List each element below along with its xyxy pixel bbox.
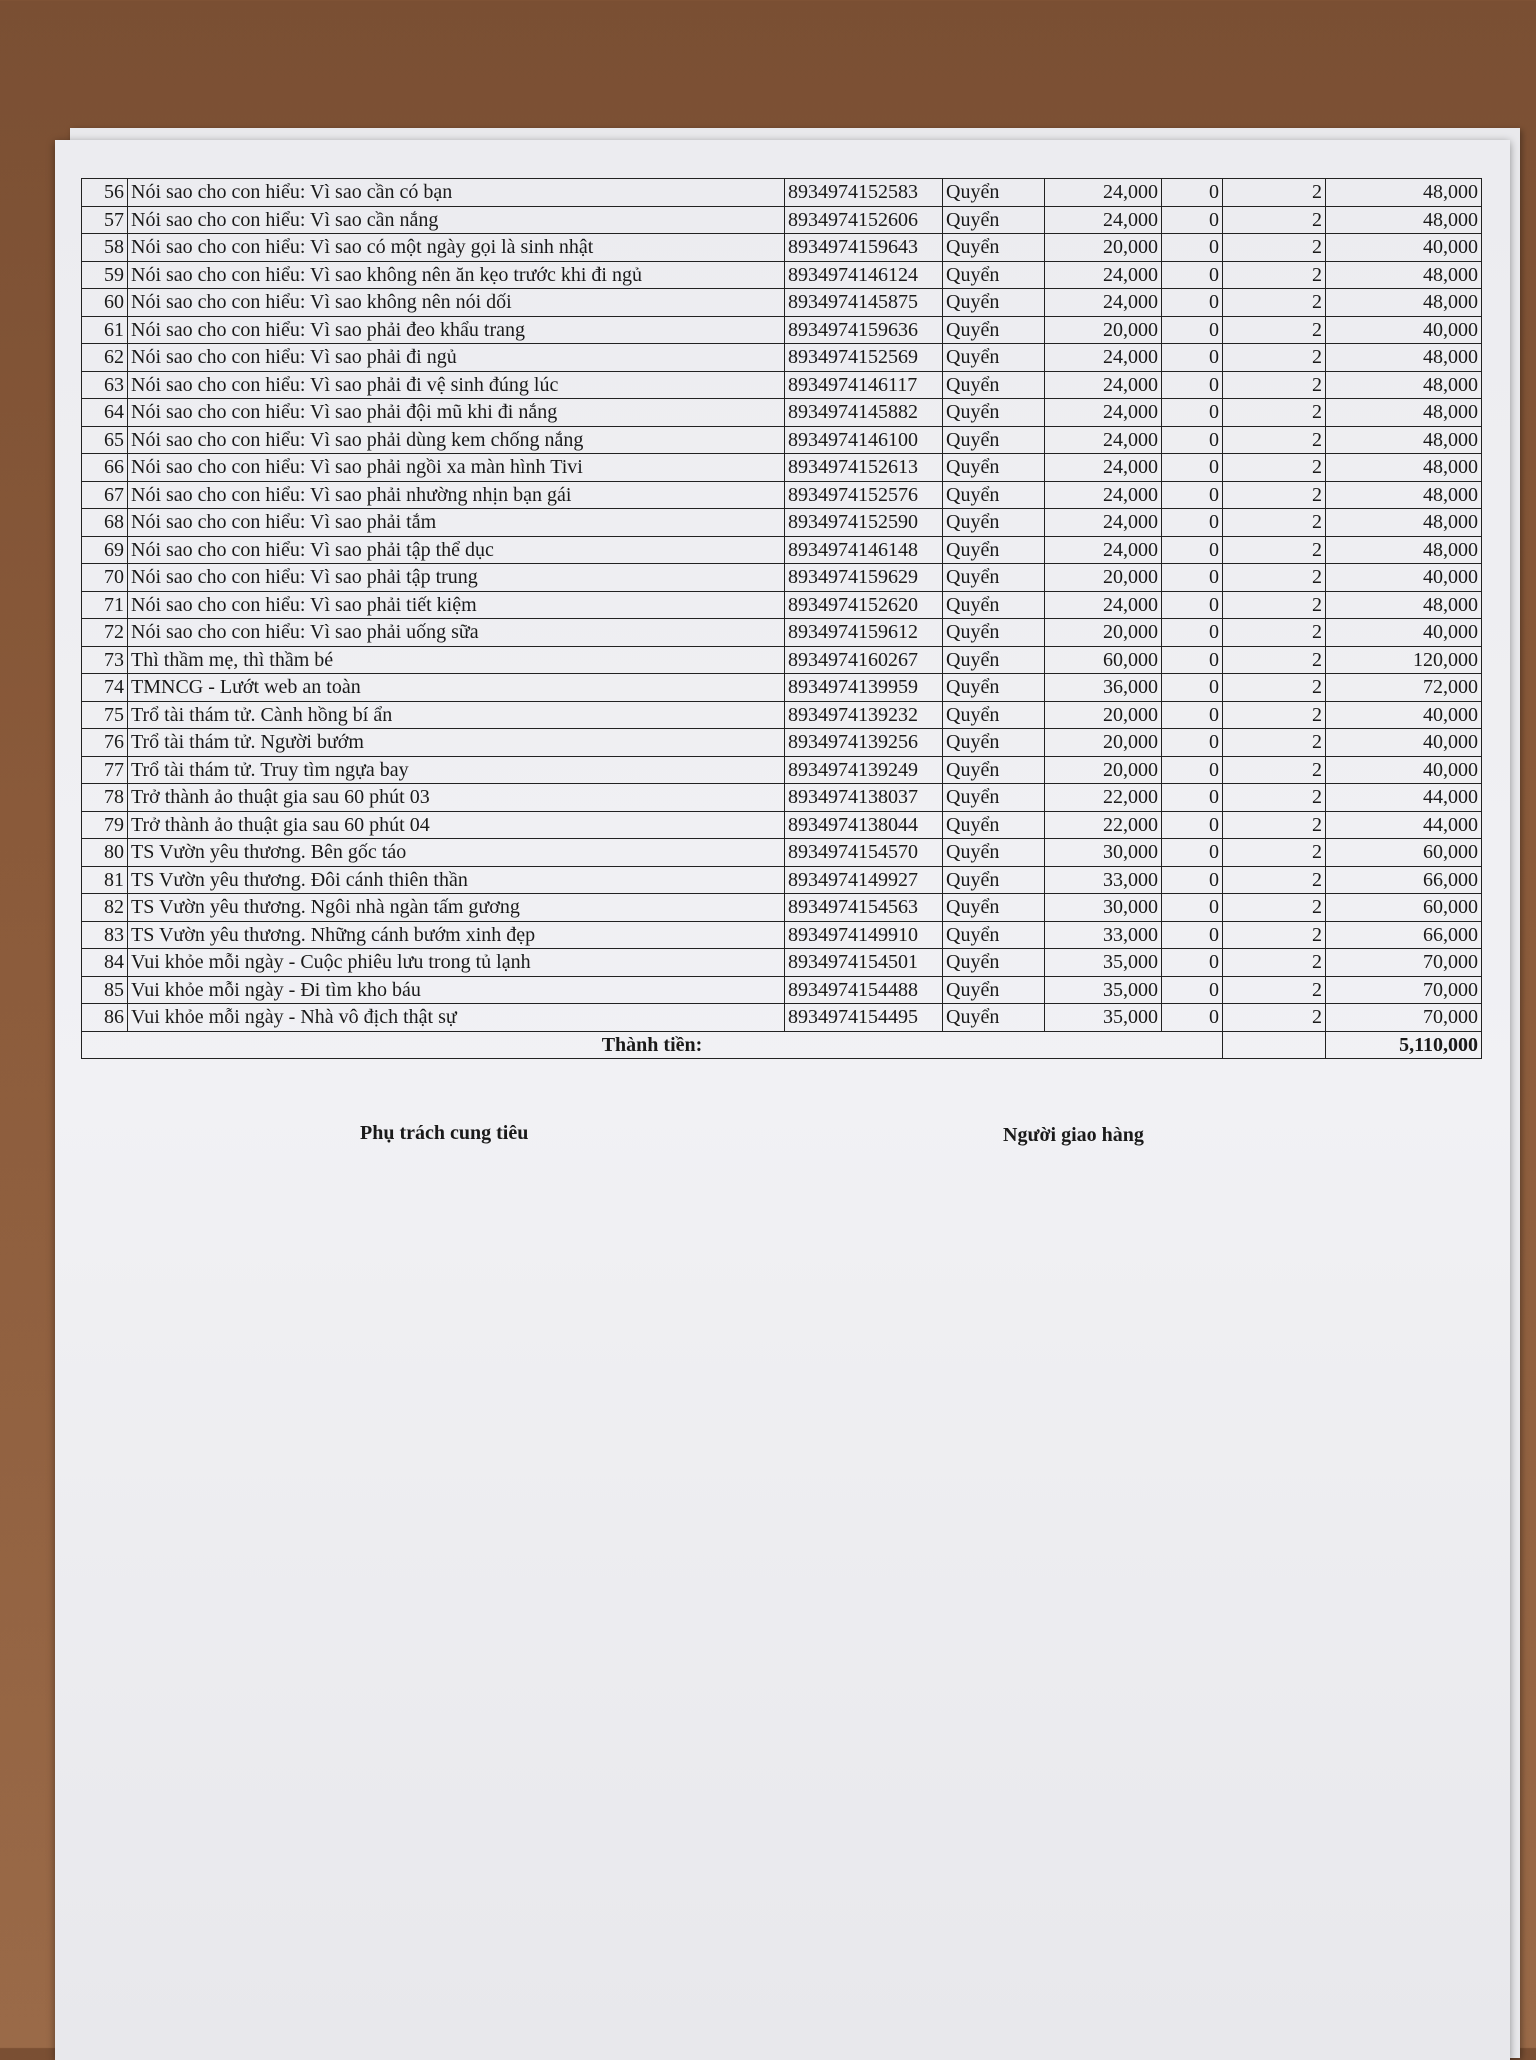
item-unit: Quyển xyxy=(943,399,1045,427)
table-row xyxy=(82,509,1482,537)
item-quantity-2: 2 xyxy=(1223,619,1326,647)
item-quantity-2: 2 xyxy=(1223,481,1326,509)
item-quantity-2: 2 xyxy=(1223,564,1326,592)
item-unit: Quyển xyxy=(943,289,1045,317)
item-name: Nói sao cho con hiểu: Vì sao cần có bạn xyxy=(128,179,785,207)
table-row xyxy=(82,756,1482,784)
item-unit-price: 60,000 xyxy=(1045,646,1162,674)
item-quantity-2: 2 xyxy=(1223,646,1326,674)
table-row xyxy=(82,784,1482,812)
row-number: 69 xyxy=(82,536,128,564)
item-unit: Quyển xyxy=(943,234,1045,262)
item-unit: Quyển xyxy=(943,811,1045,839)
row-number: 72 xyxy=(82,619,128,647)
item-quantity-2: 2 xyxy=(1223,399,1326,427)
item-unit: Quyển xyxy=(943,674,1045,702)
row-number: 67 xyxy=(82,481,128,509)
item-quantity-1: 0 xyxy=(1162,206,1223,234)
item-amount: 48,000 xyxy=(1326,481,1482,509)
row-number: 71 xyxy=(82,591,128,619)
item-barcode: 8934974159636 xyxy=(785,316,943,344)
table-row xyxy=(82,536,1482,564)
row-number: 84 xyxy=(82,949,128,977)
table-row xyxy=(82,921,1482,949)
row-number: 79 xyxy=(82,811,128,839)
item-unit-price: 24,000 xyxy=(1045,536,1162,564)
items-table xyxy=(81,178,1482,1059)
item-quantity-1: 0 xyxy=(1162,399,1223,427)
table-row xyxy=(82,481,1482,509)
item-amount: 44,000 xyxy=(1326,811,1482,839)
item-unit: Quyển xyxy=(943,454,1045,482)
item-name: Nói sao cho con hiểu: Vì sao có một ngày gọi là sinh nhật xyxy=(128,234,785,262)
item-unit: Quyển xyxy=(943,591,1045,619)
row-number: 56 xyxy=(82,179,128,207)
table-row xyxy=(82,866,1482,894)
item-quantity-1: 0 xyxy=(1162,674,1223,702)
item-amount: 40,000 xyxy=(1326,729,1482,757)
item-unit: Quyển xyxy=(943,756,1045,784)
item-unit-price: 20,000 xyxy=(1045,729,1162,757)
item-barcode: 8934974139256 xyxy=(785,729,943,757)
item-quantity-1: 0 xyxy=(1162,564,1223,592)
item-name: Nói sao cho con hiểu: Vì sao phải tập thể dục xyxy=(128,536,785,564)
total-empty-cell xyxy=(1223,1031,1326,1058)
item-barcode: 8934974154570 xyxy=(785,839,943,867)
item-name: Vui khỏe mỗi ngày - Nhà vô địch thật sự xyxy=(128,1004,785,1032)
item-name: TS Vườn yêu thương. Bên gốc táo xyxy=(128,839,785,867)
row-number: 74 xyxy=(82,674,128,702)
item-quantity-2: 2 xyxy=(1223,289,1326,317)
item-quantity-2: 2 xyxy=(1223,509,1326,537)
item-unit: Quyển xyxy=(943,371,1045,399)
item-unit: Quyển xyxy=(943,949,1045,977)
item-amount: 72,000 xyxy=(1326,674,1482,702)
table-row xyxy=(82,701,1482,729)
item-unit-price: 24,000 xyxy=(1045,591,1162,619)
item-quantity-2: 2 xyxy=(1223,839,1326,867)
item-quantity-2: 2 xyxy=(1223,179,1326,207)
item-quantity-1: 0 xyxy=(1162,179,1223,207)
item-quantity-1: 0 xyxy=(1162,261,1223,289)
item-amount: 48,000 xyxy=(1326,206,1482,234)
item-unit-price: 20,000 xyxy=(1045,564,1162,592)
item-name: Nói sao cho con hiểu: Vì sao phải đi ngủ xyxy=(128,344,785,372)
item-unit: Quyển xyxy=(943,921,1045,949)
item-quantity-1: 0 xyxy=(1162,784,1223,812)
item-name: Nói sao cho con hiểu: Vì sao phải tắm xyxy=(128,509,785,537)
item-name: Vui khỏe mỗi ngày - Cuộc phiêu lưu trong tủ lạnh xyxy=(128,949,785,977)
item-amount: 40,000 xyxy=(1326,564,1482,592)
row-number: 59 xyxy=(82,261,128,289)
item-barcode: 8934974138037 xyxy=(785,784,943,812)
item-barcode: 8934974149927 xyxy=(785,866,943,894)
item-unit: Quyển xyxy=(943,564,1045,592)
item-unit: Quyển xyxy=(943,536,1045,564)
item-amount: 60,000 xyxy=(1326,894,1482,922)
item-quantity-2: 2 xyxy=(1223,729,1326,757)
item-name: TMNCG - Lướt web an toàn xyxy=(128,674,785,702)
row-number: 85 xyxy=(82,976,128,1004)
item-amount: 48,000 xyxy=(1326,536,1482,564)
item-quantity-1: 0 xyxy=(1162,536,1223,564)
item-unit: Quyển xyxy=(943,481,1045,509)
item-name: Trổ tài thám tử. Cành hồng bí ẩn xyxy=(128,701,785,729)
item-amount: 66,000 xyxy=(1326,921,1482,949)
total-row xyxy=(82,1031,1482,1058)
item-barcode: 8934974145882 xyxy=(785,399,943,427)
item-amount: 70,000 xyxy=(1326,976,1482,1004)
item-quantity-1: 0 xyxy=(1162,756,1223,784)
item-amount: 48,000 xyxy=(1326,371,1482,399)
item-name: Nói sao cho con hiểu: Vì sao phải đội mũ khi đi nắng xyxy=(128,399,785,427)
item-quantity-1: 0 xyxy=(1162,839,1223,867)
item-unit: Quyển xyxy=(943,619,1045,647)
item-barcode: 8934974154501 xyxy=(785,949,943,977)
item-quantity-1: 0 xyxy=(1162,866,1223,894)
item-quantity-2: 2 xyxy=(1223,701,1326,729)
item-barcode: 8934974146100 xyxy=(785,426,943,454)
table-row xyxy=(82,811,1482,839)
items-table-body xyxy=(82,179,1482,1032)
item-unit: Quyển xyxy=(943,426,1045,454)
item-name: Nói sao cho con hiểu: Vì sao phải tiết kiệm xyxy=(128,591,785,619)
item-unit-price: 24,000 xyxy=(1045,344,1162,372)
row-number: 58 xyxy=(82,234,128,262)
item-amount: 48,000 xyxy=(1326,426,1482,454)
table-row xyxy=(82,564,1482,592)
item-quantity-1: 0 xyxy=(1162,344,1223,372)
item-amount: 48,000 xyxy=(1326,289,1482,317)
row-number: 80 xyxy=(82,839,128,867)
item-amount: 40,000 xyxy=(1326,701,1482,729)
item-quantity-2: 2 xyxy=(1223,1004,1326,1032)
item-unit: Quyển xyxy=(943,1004,1045,1032)
item-quantity-1: 0 xyxy=(1162,811,1223,839)
item-name: Nói sao cho con hiểu: Vì sao cần nắng xyxy=(128,206,785,234)
item-unit-price: 24,000 xyxy=(1045,289,1162,317)
table-row xyxy=(82,344,1482,372)
row-number: 83 xyxy=(82,921,128,949)
item-unit-price: 24,000 xyxy=(1045,509,1162,537)
table-row xyxy=(82,839,1482,867)
table-row xyxy=(82,949,1482,977)
item-quantity-1: 0 xyxy=(1162,454,1223,482)
item-amount: 48,000 xyxy=(1326,454,1482,482)
item-amount: 60,000 xyxy=(1326,839,1482,867)
signature-label-delivery-person: Người giao hàng xyxy=(1003,1124,1144,1146)
item-quantity-1: 0 xyxy=(1162,729,1223,757)
table-row xyxy=(82,674,1482,702)
row-number: 70 xyxy=(82,564,128,592)
item-quantity-1: 0 xyxy=(1162,921,1223,949)
table-row xyxy=(82,591,1482,619)
item-unit: Quyển xyxy=(943,316,1045,344)
item-name: Nói sao cho con hiểu: Vì sao phải tập trung xyxy=(128,564,785,592)
item-quantity-2: 2 xyxy=(1223,426,1326,454)
item-unit-price: 30,000 xyxy=(1045,839,1162,867)
item-quantity-2: 2 xyxy=(1223,234,1326,262)
item-barcode: 8934974152613 xyxy=(785,454,943,482)
item-name: Trở thành ảo thuật gia sau 60 phút 04 xyxy=(128,811,785,839)
row-number: 82 xyxy=(82,894,128,922)
table-row xyxy=(82,179,1482,207)
row-number: 57 xyxy=(82,206,128,234)
item-quantity-1: 0 xyxy=(1162,509,1223,537)
item-unit: Quyển xyxy=(943,976,1045,1004)
item-amount: 66,000 xyxy=(1326,866,1482,894)
row-number: 60 xyxy=(82,289,128,317)
item-amount: 48,000 xyxy=(1326,591,1482,619)
row-number: 77 xyxy=(82,756,128,784)
item-quantity-2: 2 xyxy=(1223,921,1326,949)
total-amount: 5,110,000 xyxy=(1326,1031,1482,1058)
item-amount: 120,000 xyxy=(1326,646,1482,674)
item-unit-price: 22,000 xyxy=(1045,784,1162,812)
item-unit-price: 33,000 xyxy=(1045,866,1162,894)
item-barcode: 8934974149910 xyxy=(785,921,943,949)
item-unit-price: 36,000 xyxy=(1045,674,1162,702)
item-unit: Quyển xyxy=(943,894,1045,922)
item-unit-price: 33,000 xyxy=(1045,921,1162,949)
item-unit: Quyển xyxy=(943,729,1045,757)
table-row xyxy=(82,261,1482,289)
row-number: 64 xyxy=(82,399,128,427)
item-quantity-1: 0 xyxy=(1162,316,1223,344)
item-unit-price: 35,000 xyxy=(1045,949,1162,977)
table-row xyxy=(82,399,1482,427)
row-number: 63 xyxy=(82,371,128,399)
item-name: TS Vườn yêu thương. Đôi cánh thiên thần xyxy=(128,866,785,894)
item-amount: 48,000 xyxy=(1326,399,1482,427)
item-name: Nói sao cho con hiểu: Vì sao phải dùng kem chống nắng xyxy=(128,426,785,454)
item-quantity-1: 0 xyxy=(1162,481,1223,509)
item-quantity-1: 0 xyxy=(1162,646,1223,674)
item-quantity-2: 2 xyxy=(1223,591,1326,619)
item-quantity-1: 0 xyxy=(1162,591,1223,619)
item-unit-price: 30,000 xyxy=(1045,894,1162,922)
item-barcode: 8934974152576 xyxy=(785,481,943,509)
document-page xyxy=(55,140,1510,2060)
item-quantity-1: 0 xyxy=(1162,619,1223,647)
item-unit: Quyển xyxy=(943,784,1045,812)
item-unit-price: 24,000 xyxy=(1045,399,1162,427)
item-unit: Quyển xyxy=(943,646,1045,674)
table-row xyxy=(82,976,1482,1004)
item-name: Nói sao cho con hiểu: Vì sao không nên ăn kẹo trước khi đi ngủ xyxy=(128,261,785,289)
item-quantity-2: 2 xyxy=(1223,976,1326,1004)
item-quantity-2: 2 xyxy=(1223,811,1326,839)
item-name: Nói sao cho con hiểu: Vì sao không nên nói dối xyxy=(128,289,785,317)
item-quantity-2: 2 xyxy=(1223,949,1326,977)
item-quantity-1: 0 xyxy=(1162,289,1223,317)
item-unit: Quyển xyxy=(943,206,1045,234)
item-unit: Quyển xyxy=(943,509,1045,537)
row-number: 86 xyxy=(82,1004,128,1032)
item-name: TS Vườn yêu thương. Ngôi nhà ngàn tấm gương xyxy=(128,894,785,922)
table-row xyxy=(82,729,1482,757)
item-quantity-2: 2 xyxy=(1223,756,1326,784)
item-unit-price: 24,000 xyxy=(1045,206,1162,234)
item-quantity-2: 2 xyxy=(1223,206,1326,234)
item-unit-price: 24,000 xyxy=(1045,454,1162,482)
item-unit: Quyển xyxy=(943,179,1045,207)
item-unit-price: 24,000 xyxy=(1045,426,1162,454)
row-number: 73 xyxy=(82,646,128,674)
item-unit-price: 20,000 xyxy=(1045,701,1162,729)
table-row xyxy=(82,619,1482,647)
item-amount: 48,000 xyxy=(1326,344,1482,372)
item-amount: 48,000 xyxy=(1326,179,1482,207)
item-quantity-2: 2 xyxy=(1223,784,1326,812)
item-unit-price: 20,000 xyxy=(1045,234,1162,262)
item-quantity-1: 0 xyxy=(1162,426,1223,454)
item-amount: 40,000 xyxy=(1326,234,1482,262)
item-name: Nói sao cho con hiểu: Vì sao phải uống sữa xyxy=(128,619,785,647)
row-number: 78 xyxy=(82,784,128,812)
item-unit: Quyển xyxy=(943,839,1045,867)
item-barcode: 8934974159612 xyxy=(785,619,943,647)
item-amount: 40,000 xyxy=(1326,619,1482,647)
table-row xyxy=(82,316,1482,344)
item-barcode: 8934974146148 xyxy=(785,536,943,564)
item-quantity-1: 0 xyxy=(1162,1004,1223,1032)
item-amount: 40,000 xyxy=(1326,756,1482,784)
item-amount: 70,000 xyxy=(1326,949,1482,977)
table-row xyxy=(82,894,1482,922)
item-barcode: 8934974138044 xyxy=(785,811,943,839)
item-quantity-2: 2 xyxy=(1223,894,1326,922)
item-name: Thì thầm mẹ, thì thầm bé xyxy=(128,646,785,674)
item-quantity-2: 2 xyxy=(1223,344,1326,372)
item-name: Trở thành ảo thuật gia sau 60 phút 03 xyxy=(128,784,785,812)
item-unit-price: 35,000 xyxy=(1045,976,1162,1004)
item-barcode: 8934974160267 xyxy=(785,646,943,674)
item-name: Trổ tài thám tử. Truy tìm ngựa bay xyxy=(128,756,785,784)
item-barcode: 8934974146117 xyxy=(785,371,943,399)
row-number: 66 xyxy=(82,454,128,482)
item-quantity-1: 0 xyxy=(1162,949,1223,977)
item-amount: 44,000 xyxy=(1326,784,1482,812)
item-amount: 48,000 xyxy=(1326,261,1482,289)
item-unit-price: 20,000 xyxy=(1045,756,1162,784)
item-name: Nói sao cho con hiểu: Vì sao phải ngồi xa màn hình Tivi xyxy=(128,454,785,482)
item-quantity-2: 2 xyxy=(1223,371,1326,399)
item-quantity-2: 2 xyxy=(1223,674,1326,702)
item-barcode: 8934974159643 xyxy=(785,234,943,262)
item-barcode: 8934974154563 xyxy=(785,894,943,922)
item-barcode: 8934974154488 xyxy=(785,976,943,1004)
item-name: Nói sao cho con hiểu: Vì sao phải nhường nhịn bạn gái xyxy=(128,481,785,509)
item-quantity-1: 0 xyxy=(1162,976,1223,1004)
item-quantity-1: 0 xyxy=(1162,701,1223,729)
item-amount: 70,000 xyxy=(1326,1004,1482,1032)
item-quantity-1: 0 xyxy=(1162,234,1223,262)
item-amount: 40,000 xyxy=(1326,316,1482,344)
table-row xyxy=(82,289,1482,317)
item-quantity-2: 2 xyxy=(1223,261,1326,289)
row-number: 76 xyxy=(82,729,128,757)
row-number: 75 xyxy=(82,701,128,729)
table-row xyxy=(82,206,1482,234)
row-number: 81 xyxy=(82,866,128,894)
item-barcode: 8934974139232 xyxy=(785,701,943,729)
item-unit-price: 20,000 xyxy=(1045,619,1162,647)
item-barcode: 8934974152620 xyxy=(785,591,943,619)
item-unit-price: 24,000 xyxy=(1045,481,1162,509)
row-number: 62 xyxy=(82,344,128,372)
signature-label-supply-manager: Phụ trách cung tiêu xyxy=(360,1122,529,1144)
item-unit-price: 22,000 xyxy=(1045,811,1162,839)
table-row xyxy=(82,646,1482,674)
item-amount: 48,000 xyxy=(1326,509,1482,537)
item-quantity-2: 2 xyxy=(1223,454,1326,482)
item-unit: Quyển xyxy=(943,866,1045,894)
table-row xyxy=(82,234,1482,262)
item-name: Nói sao cho con hiểu: Vì sao phải đi vệ sinh đúng lúc xyxy=(128,371,785,399)
item-unit-price: 24,000 xyxy=(1045,179,1162,207)
item-name: Vui khỏe mỗi ngày - Đi tìm kho báu xyxy=(128,976,785,1004)
item-barcode: 8934974146124 xyxy=(785,261,943,289)
item-name: TS Vườn yêu thương. Những cánh bướm xinh đẹp xyxy=(128,921,785,949)
item-name: Nói sao cho con hiểu: Vì sao phải đeo khẩu trang xyxy=(128,316,785,344)
item-barcode: 8934974152583 xyxy=(785,179,943,207)
item-unit: Quyển xyxy=(943,701,1045,729)
item-quantity-2: 2 xyxy=(1223,866,1326,894)
item-unit: Quyển xyxy=(943,261,1045,289)
item-name: Trổ tài thám tử. Người bướm xyxy=(128,729,785,757)
table-row xyxy=(82,371,1482,399)
item-barcode: 8934974152569 xyxy=(785,344,943,372)
item-unit-price: 35,000 xyxy=(1045,1004,1162,1032)
table-row xyxy=(82,1004,1482,1032)
item-barcode: 8934974152590 xyxy=(785,509,943,537)
item-quantity-1: 0 xyxy=(1162,371,1223,399)
total-label: Thành tiền: xyxy=(82,1031,1223,1058)
item-quantity-2: 2 xyxy=(1223,316,1326,344)
item-barcode: 8934974159629 xyxy=(785,564,943,592)
item-barcode: 8934974152606 xyxy=(785,206,943,234)
item-unit-price: 24,000 xyxy=(1045,371,1162,399)
table-row xyxy=(82,426,1482,454)
item-barcode: 8934974139959 xyxy=(785,674,943,702)
item-barcode: 8934974154495 xyxy=(785,1004,943,1032)
row-number: 68 xyxy=(82,509,128,537)
item-unit: Quyển xyxy=(943,344,1045,372)
item-barcode: 8934974145875 xyxy=(785,289,943,317)
item-quantity-2: 2 xyxy=(1223,536,1326,564)
table-row xyxy=(82,454,1482,482)
item-unit-price: 20,000 xyxy=(1045,316,1162,344)
item-quantity-1: 0 xyxy=(1162,894,1223,922)
row-number: 61 xyxy=(82,316,128,344)
row-number: 65 xyxy=(82,426,128,454)
item-unit-price: 24,000 xyxy=(1045,261,1162,289)
item-barcode: 8934974139249 xyxy=(785,756,943,784)
